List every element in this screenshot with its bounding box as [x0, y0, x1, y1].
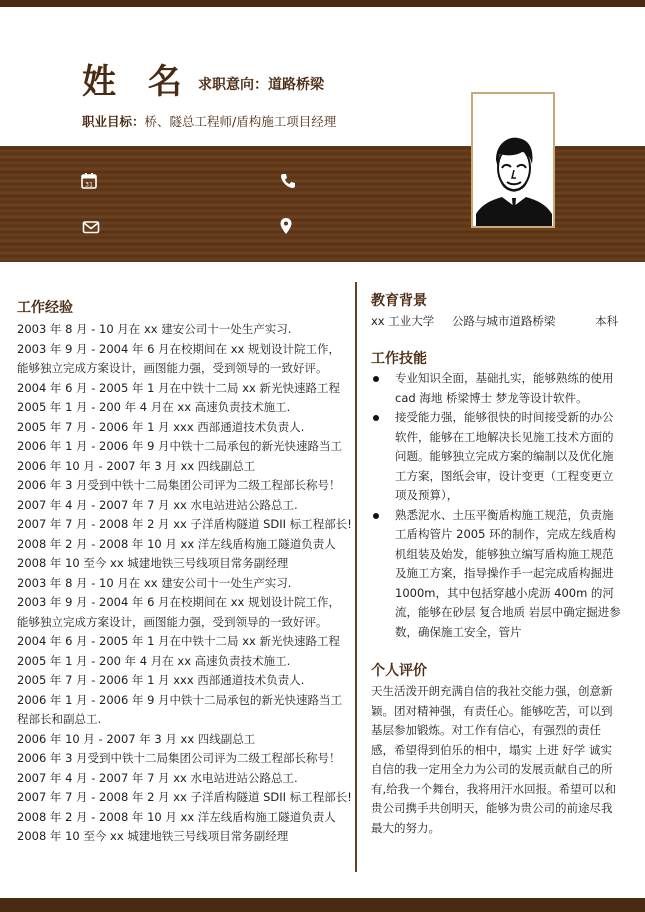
experience-item: 2006 年 10 月 - 2007 年 3 月 xx 四线副总工 [17, 731, 256, 746]
bottom-bar [0, 898, 645, 912]
candidate-name: 姓 名 [82, 62, 192, 102]
bullet-icon [373, 513, 379, 519]
experience-item: 2003 年 9 月 - 2004 年 6 月在校期间在 xx 规划设计院工作， [17, 595, 340, 609]
experience-item: 2006 年 3 月受到中铁十二局集团公司评为二级工程部长称号！ [17, 478, 341, 492]
experience-item: 能够独立完成方案设计，画图能力强，受到领导的一致好评。 [17, 614, 328, 629]
experience-item: 能够独立完成方案设计，画图能力强，受到领导的一致好评。 [17, 361, 328, 375]
experience-item: 2005 年 7 月 - 2006 年 1 月 xxx 西部通道技术负责人. [17, 673, 305, 687]
experience-item: 2008 年 2 月 - 2008 年 10 月 xx 洋左线盾构施工隧道负责人 [17, 809, 336, 824]
career-goal-label: 职业目标： [82, 114, 145, 129]
top-bar [0, 0, 645, 7]
experience-item: 2005 年 1 月 - 200 年 4 月在 xx 高速负责技术施工. [17, 400, 291, 414]
bullet-icon [373, 376, 379, 382]
experience-item: 2008 年 10 至今 xx 城建地铁三号线项目常务副经理 [17, 829, 289, 843]
experience-item: 2003 年 8 月 - 10 月在 xx 建安公司十一处生产实习. [17, 322, 292, 336]
experience-item: 2008 年 2 月 - 2008 年 10 月 xx 洋左线盾构施工隧道负责人 [17, 536, 336, 551]
email-icon [82, 218, 100, 236]
experience-item: 2003 年 8 月 - 10 月在 xx 建安公司十一处生产实习. [17, 575, 292, 590]
experience-item: 2004 年 6 月 - 2005 年 1 月在中铁十二局 xx 新光快速路工程 [17, 634, 340, 648]
phone-icon [279, 172, 297, 190]
experience-item: 2006 年 1 月 - 2006 年 9 月中铁十二局承包的新光快速路当工 [17, 692, 343, 707]
education-entry [371, 313, 618, 329]
skill-text: 接受能力强，能够很快的时间接受新的办公软件，能够在工地解决长见施工技术方面的问题。能够独立完成方案的编制以及优化施工方案，图纸会审，设计变更（工程变更立项及预算）， [395, 410, 614, 502]
experience-item: 2007 年 7 月 - 2008 年 2 月 xx 子洋盾构隧道 SDII 标工程部长! [17, 790, 352, 804]
experience-item: 2008 年 10 至今 xx 城建地铁三号线项目常务副经理 [17, 556, 289, 570]
portrait-silhouette [476, 134, 552, 226]
experience-item: 2006 年 1 月 - 2006 年 9 月中铁十二局承包的新光快速路当工 [17, 439, 343, 453]
career-goal-text: 桥、隧总工程师/盾构施工项目经理 [144, 114, 337, 129]
svg-text:31: 31 [84, 180, 94, 189]
experience-item: 2004 年 6 月 - 2005 年 1 月在中铁十二局 xx 新光快速路工程 [17, 380, 340, 395]
education-school: xx 工业大学 [371, 314, 435, 328]
skills-list [371, 369, 621, 642]
self-evaluation: 天生活泼开朗充满自信的我社交能力强，创意新颖。团对精神强，有责任心。能够吃苦，可以到基层参加锻炼。对工作有信心，有强烈的责任感，希望得到伯乐的相中，塌实 上进 好学 诚实 自信的我一定用全力为公司的发展贡献自己的所有,给我一个舞台，我将用汗水回报。希望可以和贵公司携手共创明天，能够为贵公司的前途尽我最大的努力。 [371, 684, 617, 835]
profile-photo [471, 92, 555, 228]
experience-item: 2007 年 4 月 - 2007 年 7 月 xx 水电站进站公路总工. [17, 497, 298, 512]
experience-item: 2006 年 3 月受到中铁十二局集团公司评为二级工程部长称号！ [17, 751, 341, 765]
experience-item: 2003 年 9 月 - 2004 年 6 月在校期间在 xx 规划设计院工作， [17, 341, 340, 356]
experience-item: 2007 年 4 月 - 2007 年 7 月 xx 水电站进站公路总工. [17, 770, 298, 785]
skill-text: 熟悉泥水、土压平衡盾构施工规范，负责施工盾构管片 2005 环的制作，完成左线盾构机组装及始发，能够独立编写盾构施工规范及施工方案，指导操作手一起完成盾构掘进 1000m，其中包括穿越小虎沥 400m 的河流，能够在砂层 复合地质 岩层中确定掘进参数，确保施工安全，管片 [395, 507, 621, 639]
calendar-icon [80, 172, 98, 190]
bullet-icon [373, 415, 379, 421]
career-goal [82, 112, 336, 130]
job-intent: 求职意向：道路桥梁 [198, 77, 324, 93]
column-divider [355, 282, 357, 872]
experience-list [17, 320, 352, 847]
experience-item: 2005 年 7 月 - 2006 年 1 月 xxx 西部通道技术负责人. [17, 419, 305, 434]
skill-item [371, 408, 621, 506]
experience-item: 2007 年 7 月 - 2008 年 2 月 xx 子洋盾构隧道 SDII 标工程部长! [17, 517, 352, 531]
experience-title: 工作经验 [17, 300, 73, 316]
skill-item [371, 369, 621, 408]
location-icon [277, 217, 295, 235]
experience-item: 程部长和副总工. [17, 712, 102, 726]
skills-title: 工作技能 [371, 351, 427, 367]
education-degree: 本科 [595, 314, 619, 328]
education-major: 公路与城市道路桥梁 [451, 314, 556, 328]
evaluation-title: 个人评价 [371, 663, 427, 679]
skill-text: 专业知识全面，基础扎实，能够熟练的使用 cad 海地 桥梁博士 梦龙等设计软件。 [395, 371, 614, 405]
experience-item: 2006 年 10 月 - 2007 年 3 月 xx 四线副总工 [17, 458, 256, 473]
experience-item: 2005 年 1 月 - 200 年 4 月在 xx 高速负责技术施工. [17, 653, 291, 668]
skill-item [371, 506, 621, 643]
education-title: 教育背景 [371, 293, 427, 309]
